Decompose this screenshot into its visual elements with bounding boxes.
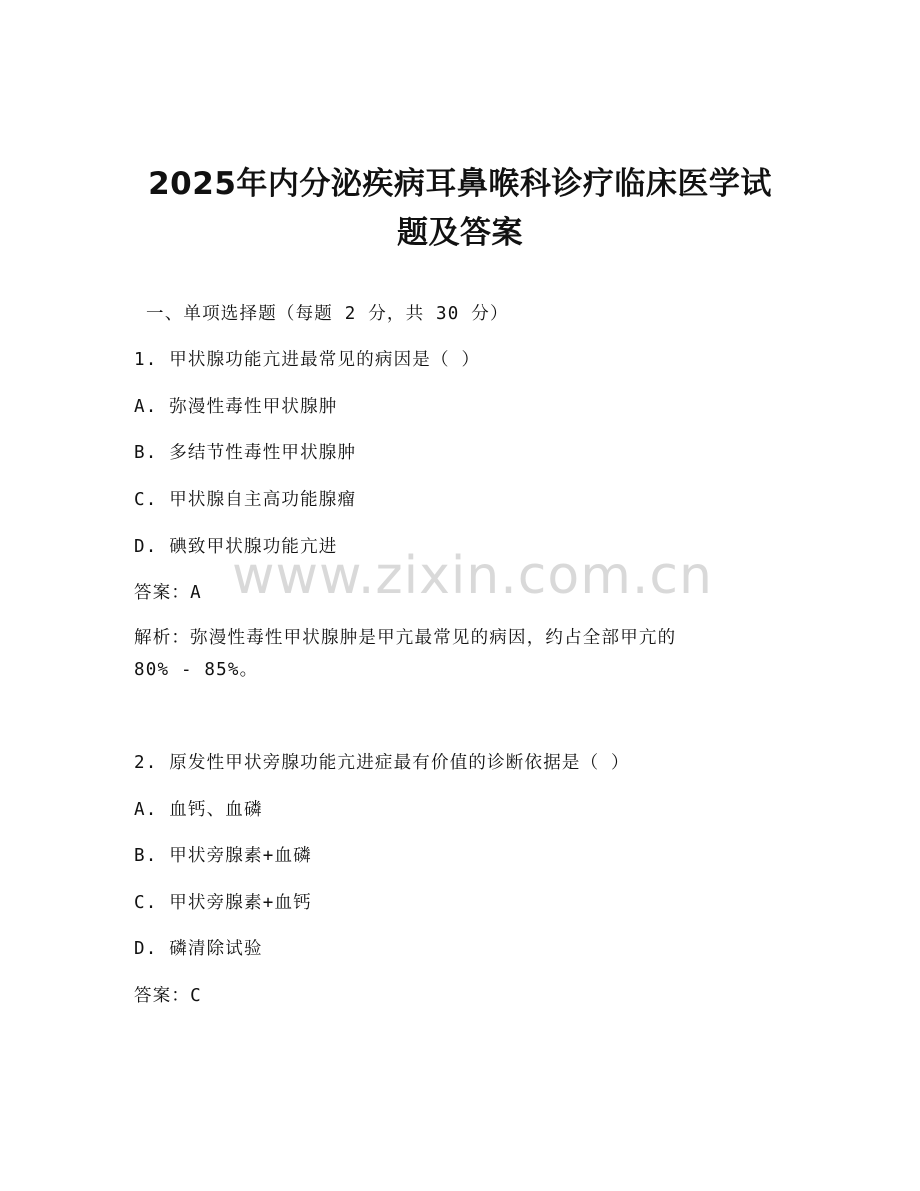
question-1-option-a: A. 弥漫性毒性甲状腺肿 [134, 397, 338, 417]
question-2-answer: 答案：C [134, 986, 202, 1006]
question-1-option-d: D. 碘致甲状腺功能亢进 [134, 537, 338, 557]
document-title-line1: 2025年内分泌疾病耳鼻喉科诊疗临床医学试 [148, 166, 772, 202]
question-1-option-b: B. 多结节性毒性甲状腺肿 [134, 443, 357, 463]
question-2-stem: 2. 原发性甲状旁腺功能亢进症最有价值的诊断依据是（ ） [134, 753, 630, 773]
question-1-analysis-line2: 80% - 85%。 [134, 660, 259, 680]
watermark: www.zixin.com.cn [232, 546, 713, 606]
question-2-option-b: B. 甲状旁腺素+血磷 [134, 846, 312, 866]
question-1-stem: 1. 甲状腺功能亢进最常见的病因是（ ） [134, 350, 481, 370]
section-heading: 一、单项选择题（每题 2 分，共 30 分） [146, 304, 509, 324]
question-2-option-d: D. 磷清除试验 [134, 939, 263, 959]
question-2-option-c: C. 甲状旁腺素+血钙 [134, 893, 312, 913]
question-2-option-a: A. 血钙、血磷 [134, 800, 263, 820]
question-1-answer: 答案：A [134, 583, 202, 603]
question-1-option-c: C. 甲状腺自主高功能腺瘤 [134, 490, 357, 510]
question-1-analysis-line1: 解析：弥漫性毒性甲状腺肿是甲亢最常见的病因，约占全部甲亢的 [134, 628, 677, 648]
document-title-line2: 题及答案 [397, 215, 523, 251]
